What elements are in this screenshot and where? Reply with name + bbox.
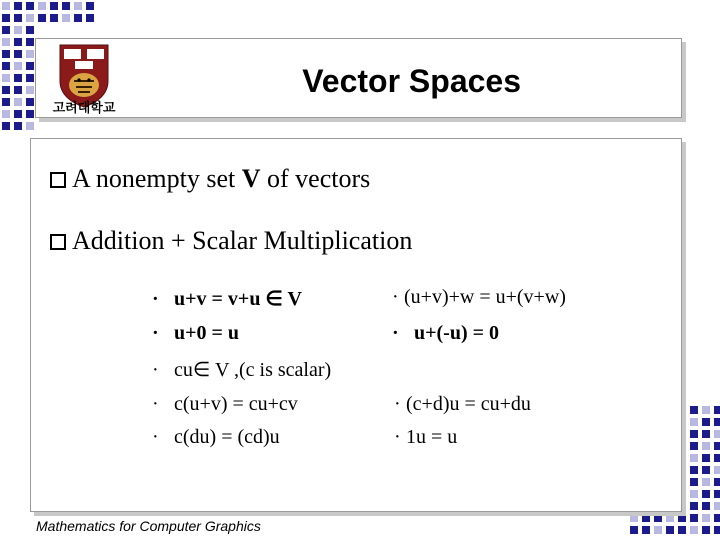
deco-square (702, 466, 710, 474)
deco-square (2, 38, 10, 46)
logo-caption: 고려대학교 (52, 101, 116, 116)
deco-square (2, 62, 10, 70)
bullet-text: A nonempty set (72, 164, 242, 193)
deco-square (2, 98, 10, 106)
deco-square (714, 502, 720, 510)
property-right-3: · (c+d)u = cu+du (394, 393, 531, 415)
deco-square (26, 74, 34, 82)
deco-square (86, 14, 94, 22)
deco-square (714, 514, 720, 522)
deco-square (26, 86, 34, 94)
deco-square (26, 26, 34, 34)
deco-square (26, 110, 34, 118)
deco-square (26, 2, 34, 10)
deco-square (714, 478, 720, 486)
deco-square (38, 2, 46, 10)
deco-square (714, 526, 720, 534)
bullet-text-end: of vectors (260, 164, 371, 193)
deco-square (690, 502, 698, 510)
deco-square (690, 526, 698, 534)
deco-square (714, 406, 720, 414)
bullet-text: Addition + Scalar Multiplication (72, 226, 413, 255)
square-bullet-icon (50, 172, 66, 188)
deco-square (14, 86, 22, 94)
deco-square (690, 514, 698, 522)
deco-square (714, 442, 720, 450)
deco-square (2, 86, 10, 94)
bullet-bold-text: V (241, 164, 261, 193)
deco-square (14, 38, 22, 46)
deco-square (62, 2, 70, 10)
deco-square (690, 490, 698, 498)
deco-square (690, 466, 698, 474)
deco-square (74, 14, 82, 22)
deco-square (690, 430, 698, 438)
deco-square (26, 98, 34, 106)
deco-square (666, 526, 674, 534)
property-right-1: · (u+v)+w = u+(v+w) (392, 286, 566, 308)
deco-square (642, 514, 650, 522)
slide-content (30, 138, 682, 512)
deco-square (714, 418, 720, 426)
deco-square (86, 2, 94, 10)
deco-square (26, 50, 34, 58)
deco-square (714, 466, 720, 474)
deco-square (14, 62, 22, 70)
slide-header (35, 38, 682, 118)
square-bullet-icon (50, 234, 66, 250)
deco-square (2, 26, 10, 34)
deco-square (14, 74, 22, 82)
deco-square (714, 454, 720, 462)
deco-square (14, 26, 22, 34)
deco-square (702, 514, 710, 522)
deco-square (690, 418, 698, 426)
deco-square (690, 442, 698, 450)
deco-square (62, 14, 70, 22)
bullet-addition-scalar (50, 226, 412, 256)
deco-square (14, 14, 22, 22)
bullet-nonempty-set (50, 164, 370, 194)
deco-square (2, 50, 10, 58)
deco-square (2, 122, 10, 130)
deco-square (74, 2, 82, 10)
deco-square (14, 98, 22, 106)
university-logo (44, 41, 124, 117)
deco-square (714, 490, 720, 498)
deco-square (702, 418, 710, 426)
slide-footer: Mathematics for Computer Graphics (36, 518, 261, 534)
deco-square (702, 430, 710, 438)
deco-square (714, 430, 720, 438)
deco-square (702, 502, 710, 510)
deco-square (50, 14, 58, 22)
deco-square (2, 110, 10, 118)
deco-square (702, 454, 710, 462)
deco-square (678, 514, 686, 522)
deco-square (26, 38, 34, 46)
deco-square (678, 526, 686, 534)
deco-square (2, 74, 10, 82)
deco-square (642, 526, 650, 534)
deco-square (690, 406, 698, 414)
deco-square (702, 490, 710, 498)
deco-square (690, 454, 698, 462)
deco-square (26, 122, 34, 130)
property-left-3: · cu∈ V ,(c is scalar) (152, 359, 332, 381)
deco-square (38, 14, 46, 22)
deco-square (630, 514, 638, 522)
property-left-4: · c(u+v) = cu+cv (152, 393, 298, 415)
property-right-4: · 1u = u (394, 426, 458, 448)
deco-square (654, 514, 662, 522)
deco-square (2, 14, 10, 22)
deco-square (50, 2, 58, 10)
deco-square (14, 2, 22, 10)
deco-square (666, 514, 674, 522)
deco-square (702, 478, 710, 486)
property-left-1: · u+v = v+u ∈ V (152, 288, 302, 310)
deco-square (690, 478, 698, 486)
property-left-2: · u+0 = u (152, 322, 240, 344)
property-left-5: · c(du) = (cd)u (152, 426, 280, 448)
deco-square (702, 526, 710, 534)
deco-square (630, 526, 638, 534)
deco-square (26, 62, 34, 70)
deco-square (702, 442, 710, 450)
deco-square (14, 122, 22, 130)
deco-square (2, 2, 10, 10)
property-right-2: · u+(-u) = 0 (392, 322, 500, 344)
slide-title: Vector Spaces (302, 63, 521, 99)
deco-square (14, 110, 22, 118)
deco-square (14, 50, 22, 58)
deco-square (26, 14, 34, 22)
deco-square (702, 406, 710, 414)
deco-square (654, 526, 662, 534)
